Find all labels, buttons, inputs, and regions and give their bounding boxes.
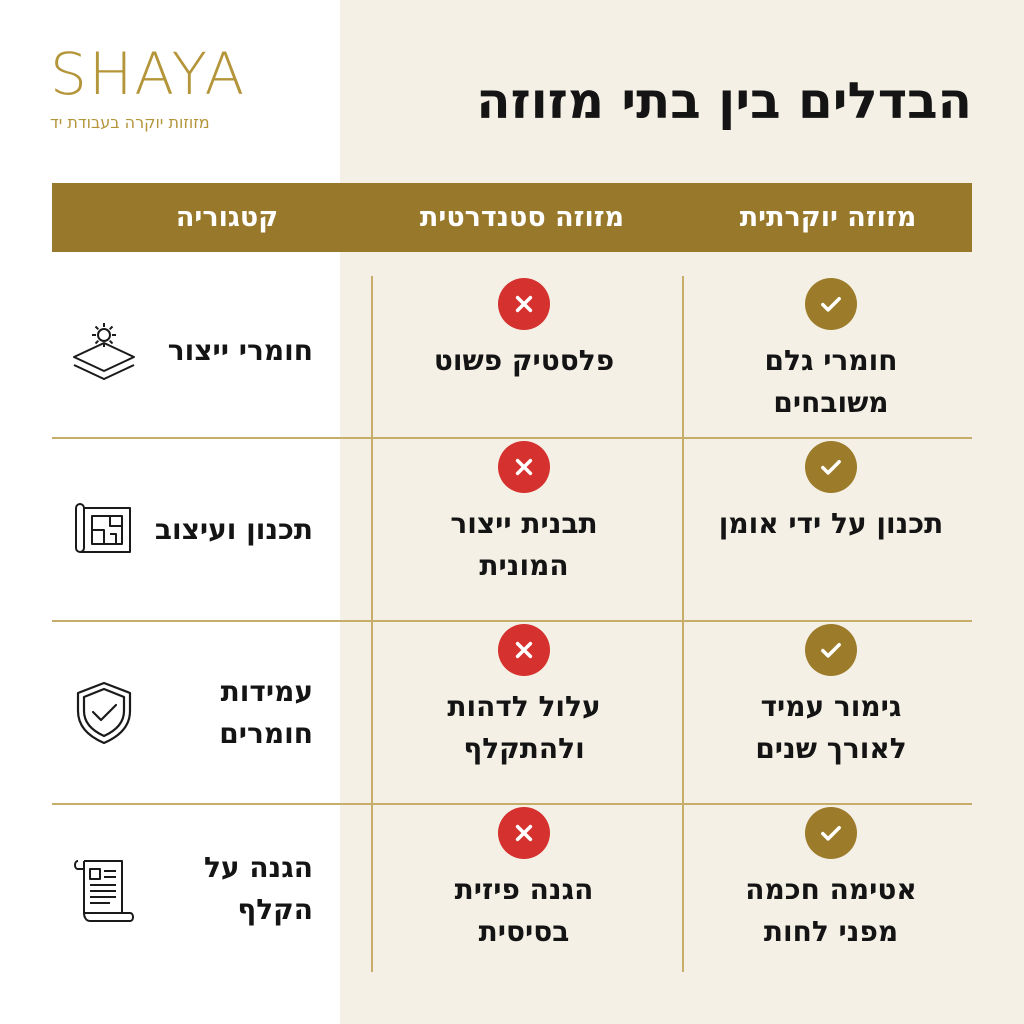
cross-icon xyxy=(498,624,550,676)
category-label-line: הגנה על xyxy=(203,850,313,884)
luxury-cell-text xyxy=(681,869,981,953)
header-luxury: מזוזה יוקרתית xyxy=(739,202,917,233)
cross-icon xyxy=(498,278,550,330)
category-label xyxy=(113,330,313,372)
standard-cell-text-line: פלסטיק פשוט xyxy=(433,344,615,377)
header-standard: מזוזה סטנדרטית xyxy=(419,202,625,233)
category-label-line: עמידות xyxy=(220,674,313,708)
standard-cell-text xyxy=(374,503,674,587)
category-label-line: חומרי ייצור xyxy=(167,333,313,367)
standard-cell-text xyxy=(374,340,674,382)
header-category: קטגוריה xyxy=(175,202,279,233)
standard-cell-text-line: המונית xyxy=(479,549,569,582)
brand-logo xyxy=(50,40,250,132)
cross-icon xyxy=(498,807,550,859)
layers-gear-icon xyxy=(70,317,138,385)
row-divider xyxy=(52,437,972,439)
luxury-cell-text-line: משובחים xyxy=(773,386,889,419)
cross-icon xyxy=(498,441,550,493)
luxury-cell-text-line: תכנון על ידי אומן xyxy=(718,507,944,540)
luxury-cell-text-line: מפני לחות xyxy=(763,915,899,948)
category-label-line: חומרים xyxy=(219,716,313,750)
luxury-cell-text xyxy=(681,503,981,545)
category-label-line: הקלף xyxy=(237,892,313,926)
shield-check-icon xyxy=(70,679,138,747)
row-divider xyxy=(52,803,972,805)
brand-tagline: מזוזות יוקרה בעבודת יד xyxy=(50,113,210,132)
category-label xyxy=(113,509,313,551)
standard-cell-text xyxy=(374,869,674,953)
standard-cell-text-line: הגנה פיזית xyxy=(454,873,594,906)
check-icon xyxy=(805,278,857,330)
luxury-cell-text xyxy=(681,686,981,770)
check-icon xyxy=(805,807,857,859)
standard-cell-text-line: בסיסית xyxy=(478,915,570,948)
row-divider xyxy=(52,620,972,622)
standard-cell-text xyxy=(374,686,674,770)
scroll-icon xyxy=(70,855,138,923)
category-label-line: תכנון ועיצוב xyxy=(154,512,313,546)
luxury-cell-text-line: לאורך שנים xyxy=(755,732,907,765)
standard-cell-text-line: ולהתקלף xyxy=(463,732,585,765)
category-label xyxy=(113,671,313,755)
column-divider xyxy=(371,276,373,972)
luxury-cell-text xyxy=(681,340,981,424)
check-icon xyxy=(805,624,857,676)
luxury-cell-text-line: חומרי גלם xyxy=(764,344,898,377)
table-header xyxy=(52,183,972,252)
brand-name: SHAYA xyxy=(50,40,247,108)
blueprint-icon xyxy=(70,496,138,564)
luxury-cell-text-line: אטימה חכמה xyxy=(745,873,917,906)
luxury-cell-text-line: גימור עמיד xyxy=(760,690,902,723)
category-label xyxy=(113,847,313,931)
check-icon xyxy=(805,441,857,493)
standard-cell-text-line: עלול לדהות xyxy=(447,690,601,723)
standard-cell-text-line: תבנית ייצור xyxy=(450,507,598,540)
page-title: הבדלים בין בתי מזוזה xyxy=(476,72,972,130)
